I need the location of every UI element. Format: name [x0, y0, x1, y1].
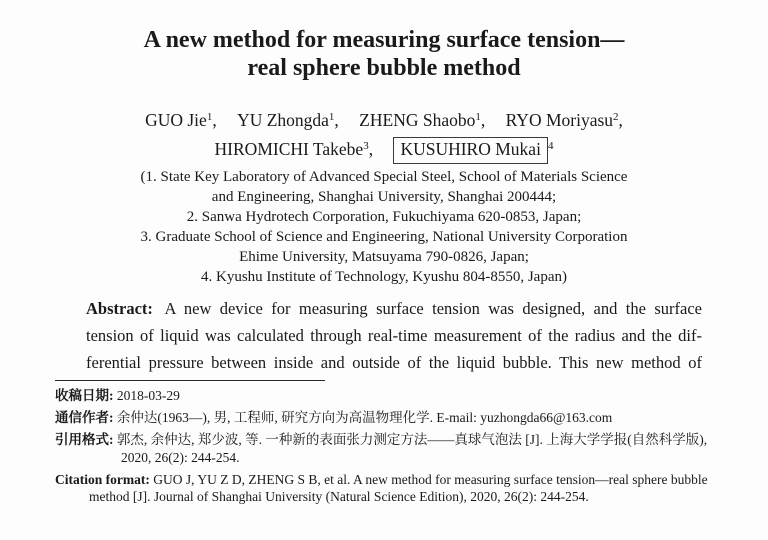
- author-boxed: [393, 139, 553, 159]
- affiliation-line: and Engineering, Shanghai University, Shanghai 200444;: [211, 189, 557, 205]
- footnote-text: 郭杰, 余仲达, 郑少波, 等. 一种新的表面张力测定方法——真球气泡法 [J]. 上海大学学报(自然科学版), 2020, 26(2): 244-254.: [116, 432, 708, 465]
- affiliation-line: Ehime University, Matsuyama 790-0826, Japan;: [239, 249, 529, 265]
- author-separator: ,: [618, 110, 623, 130]
- footnote-citation-en: [55, 471, 715, 506]
- affiliation-line: 2. Sanwa Hydrotech Corporation, Fukuchiyama 620-0853, Japan;: [186, 209, 582, 225]
- abstract-line-3: ferential pressure between inside and outside of the liquid bubble. This new method of: [86, 353, 702, 372]
- author-separator: ,: [212, 110, 217, 130]
- author-superscript: 2: [613, 111, 619, 123]
- author-superscript: 1: [475, 111, 481, 123]
- footnote-corresponding-author: [55, 409, 715, 427]
- author-separator: ,: [368, 139, 374, 159]
- affiliation-line: 3. Graduate School of Science and Engineering, National University Corporation: [140, 229, 628, 245]
- author-list: [0, 106, 768, 164]
- affiliation-line: 4. Kyushu Institute of Technology, Kyushu 804-8550, Japan): [201, 269, 567, 285]
- author-superscript: 4: [547, 140, 554, 152]
- author-name: YU Zhongda: [237, 110, 329, 130]
- author: [237, 110, 339, 130]
- abstract-section: [86, 295, 702, 376]
- footnote-label: 通信作者:: [55, 410, 114, 425]
- footnote-label: Citation format:: [55, 471, 150, 487]
- abstract-text: A new device for measuring surface tension was designed, and the surface: [164, 299, 702, 318]
- author-superscript: 3: [363, 140, 369, 152]
- author: [145, 110, 217, 130]
- footnote-citation-cn: [55, 431, 715, 466]
- abstract-label: Abstract:: [86, 299, 153, 318]
- footnote-received-date: [55, 387, 715, 405]
- authors-line-1: [0, 106, 768, 135]
- footnote-rule: [55, 380, 325, 381]
- author-name: ZHENG Shaobo: [359, 110, 476, 130]
- paper-title: [0, 26, 768, 82]
- author-name-box: KUSUHIRO Mukai: [393, 137, 548, 164]
- affiliation-list: [0, 167, 768, 287]
- footnote-label: 收稿日期:: [55, 388, 114, 403]
- author: [359, 110, 485, 130]
- footnote-label: 引用格式:: [55, 432, 114, 447]
- paper-title-line-2: real sphere bubble method: [247, 55, 521, 81]
- author-name: HIROMICHI Takebe: [214, 139, 364, 159]
- footnote-text: GUO J, YU Z D, ZHENG S B, et al. A new method for measuring surface tension—real sphere bubble method [J]. Journal of Shanghai University (Natural Science Edition), 2020, 26(2): 244-254.: [89, 471, 708, 504]
- affiliation-line: (1. State Key Laboratory of Advanced Special Steel, School of Materials Science: [140, 169, 628, 185]
- footnote-text: 余仲达(1963—), 男, 工程师, 研究方向为高温物理化学. E-mail: yuzhongda66@163.com: [116, 410, 613, 425]
- footnote-section: [55, 387, 715, 506]
- author-name: GUO Jie: [145, 110, 207, 130]
- footnote-text: 2018-03-29: [116, 388, 180, 403]
- author-separator: ,: [480, 110, 486, 130]
- authors-line-2: [0, 135, 768, 164]
- author: [215, 139, 374, 159]
- paper-title-line-1: A new method for measuring surface tension—: [143, 27, 625, 53]
- author-superscript: 1: [328, 111, 335, 123]
- author-superscript: 1: [206, 111, 213, 123]
- author-name: RYO Moriyasu: [505, 110, 614, 130]
- author-separator: ,: [334, 110, 339, 130]
- abstract-line-1: [86, 295, 702, 322]
- author: [506, 110, 623, 130]
- abstract-line-2: tension of liquid was calculated through real-time measurement of the radius and the dif-: [86, 326, 702, 345]
